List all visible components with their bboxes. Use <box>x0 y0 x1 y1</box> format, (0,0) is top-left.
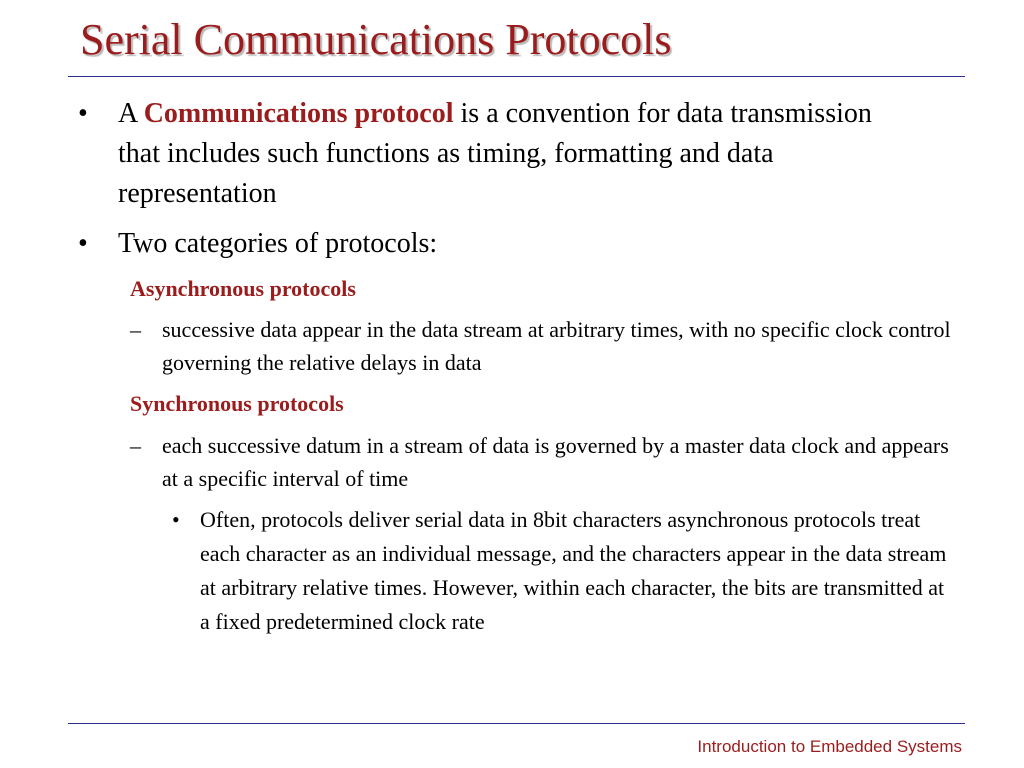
description-text: each successive datum in a stream of data is governed by a master data clock and appears at a specific interval of time <box>162 433 949 491</box>
bullet-prefix: A <box>118 98 144 129</box>
dash-marker: – <box>130 317 141 342</box>
footer-divider <box>68 723 965 724</box>
footer-course-title: Introduction to Embedded Systems <box>697 737 962 756</box>
bullet-marker: • <box>78 228 88 259</box>
bullet-text <box>118 94 878 214</box>
heading-asynchronous: Asynchronous protocols <box>130 276 356 301</box>
bullet-marker: • <box>172 507 180 532</box>
heading-synchronous: Synchronous protocols <box>130 391 344 416</box>
dash-marker: – <box>130 433 141 458</box>
title-divider <box>68 76 965 77</box>
bullet-marker: • <box>78 98 88 129</box>
bullet-suffix: is a convention for data transmission that includes such functions as timing, formatting and data representation <box>118 98 872 209</box>
emphasis-term: Communications protocol <box>143 98 454 129</box>
bullet-text: Two categories of protocols: <box>118 228 438 259</box>
sub-bullet-text: Often, protocols deliver serial data in 8bit characters asynchronous protocols treat each character as an individual message, and the characters appear in the data stream at arbitrary relative times. However, within each character, the bits are transmitted at a fixed predetermined clock rate <box>200 507 947 634</box>
description-text: successive data appear in the data stream at arbitrary times, with no specific clock control governing the relative delays in data <box>162 317 951 375</box>
slide-title: Serial Communications Protocols <box>80 15 672 64</box>
